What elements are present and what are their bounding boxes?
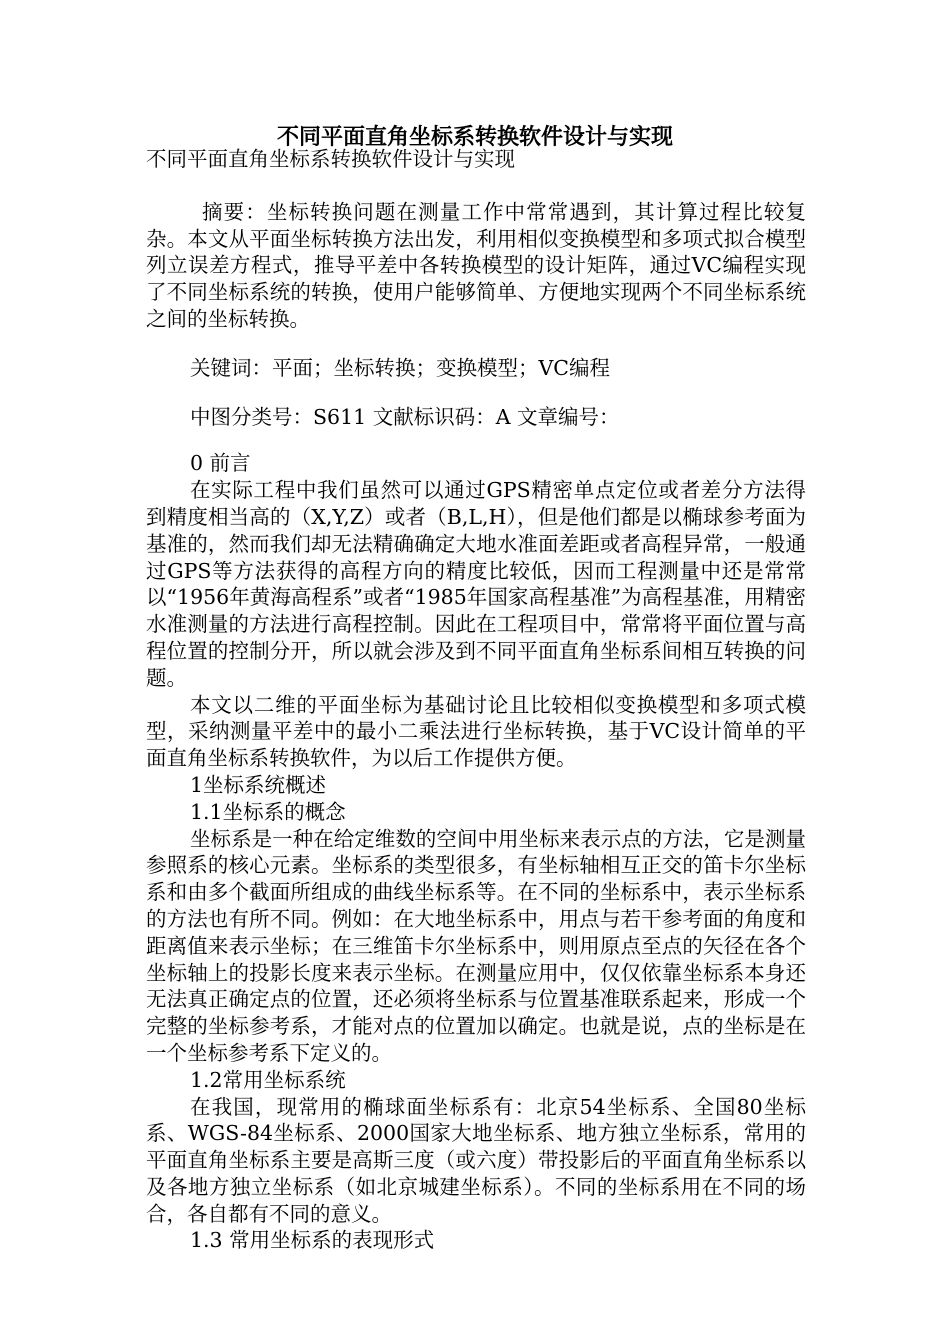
section-heading-1-1: 1.1坐标系的概念 — [190, 799, 346, 824]
section-1-2-paragraph: 在我国，现常用的椭球面坐标系有：北京54坐标系、全国80坐标系、WGS-84坐标系、2000国家大地坐标系、地方独立坐标系，常用的平面直角坐标系主要是高斯三度（或六度）带投影后的平面直角坐标系以及各地方独立坐标系（如北京城建坐标系）。不同的坐标系用在不同的场合，各自都有不同的意义。 — [146, 1094, 806, 1226]
section-0-paragraph-2: 本文以二维的平面坐标为基础讨论且比较相似变换模型和多项式模型，采纳测量平差中的最小二乘法进行坐标转换，基于VC设计简单的平面直角坐标系转换软件，为以后工作提供方便。 — [146, 692, 806, 771]
document-subtitle: 不同平面直角坐标系转换软件设计与实现 — [146, 147, 515, 171]
section-heading-1-3: 1.3 常用坐标系的表现形式 — [190, 1228, 435, 1253]
section-heading-1-2: 1.2常用坐标系统 — [190, 1067, 346, 1092]
classification-line: 中图分类号：S611 文献标识码：A 文章编号： — [190, 404, 620, 429]
abstract-paragraph: 摘要：坐标转换问题在测量工作中常常遇到，其计算过程比较复杂。本文从平面坐标转换方法出发，利用相似变换模型和多项式拟合模型列立误差方程式，推导平差中各转换模型的设计矩阵，通过VC编程实现了不同坐标系统的转换，使用户能够简单、方便地实现两个不同坐标系统之间的坐标转换。 — [146, 199, 806, 331]
section-0-paragraph-1: 在实际工程中我们虽然可以通过GPS精密单点定位或者差分方法得到精度相当高的（X,Y,Z）或者（B,L,H），但是他们都是以椭球参考面为基准的，然而我们却无法精确确定大地水准面差距或者高程异常，一般通过GPS等方法获得的高程方向的精度比较低，因而工程测量中还是常常以“1956年黄海高程系”或者“1985年国家高程基准”为高程基准，用精密水准测量的方法进行高程控制。因此在工程项目中，常常将平面位置与高程位置的控制分开，所以就会涉及到不同平面直角坐标系间相互转换的问题。 — [146, 478, 806, 690]
section-heading-0: 0 前言 — [190, 451, 251, 476]
section-heading-1: 1坐标系统概述 — [190, 772, 327, 797]
document-title: 不同平面直角坐标系转换软件设计与实现 — [276, 124, 673, 150]
document-body — [146, 146, 806, 1254]
section-1-1-paragraph: 坐标系是一种在给定维数的空间中用坐标来表示点的方法，它是测量参照系的核心元素。坐标系的类型很多，有坐标轴相互正交的笛卡尔坐标系和由多个截面所组成的曲线坐标系等。在不同的坐标系中，表示坐标系的方法也有所不同。例如：在大地坐标系中，用点与若干参考面的角度和距离值来表示坐标；在三维笛卡尔坐标系中，则用原点至点的矢径在各个坐标轴上的投影长度来表示坐标。在测量应用中，仅仅依靠坐标系本身还无法真正确定点的位置，还必须将坐标系与位置基准联系起来，形成一个完整的坐标参考系，才能对点的位置加以确定。也就是说，点的坐标是在一个坐标参考系下定义的。 — [146, 826, 806, 1065]
keywords-line: 关键词：平面；坐标转换；变换模型；VC编程 — [190, 355, 610, 380]
